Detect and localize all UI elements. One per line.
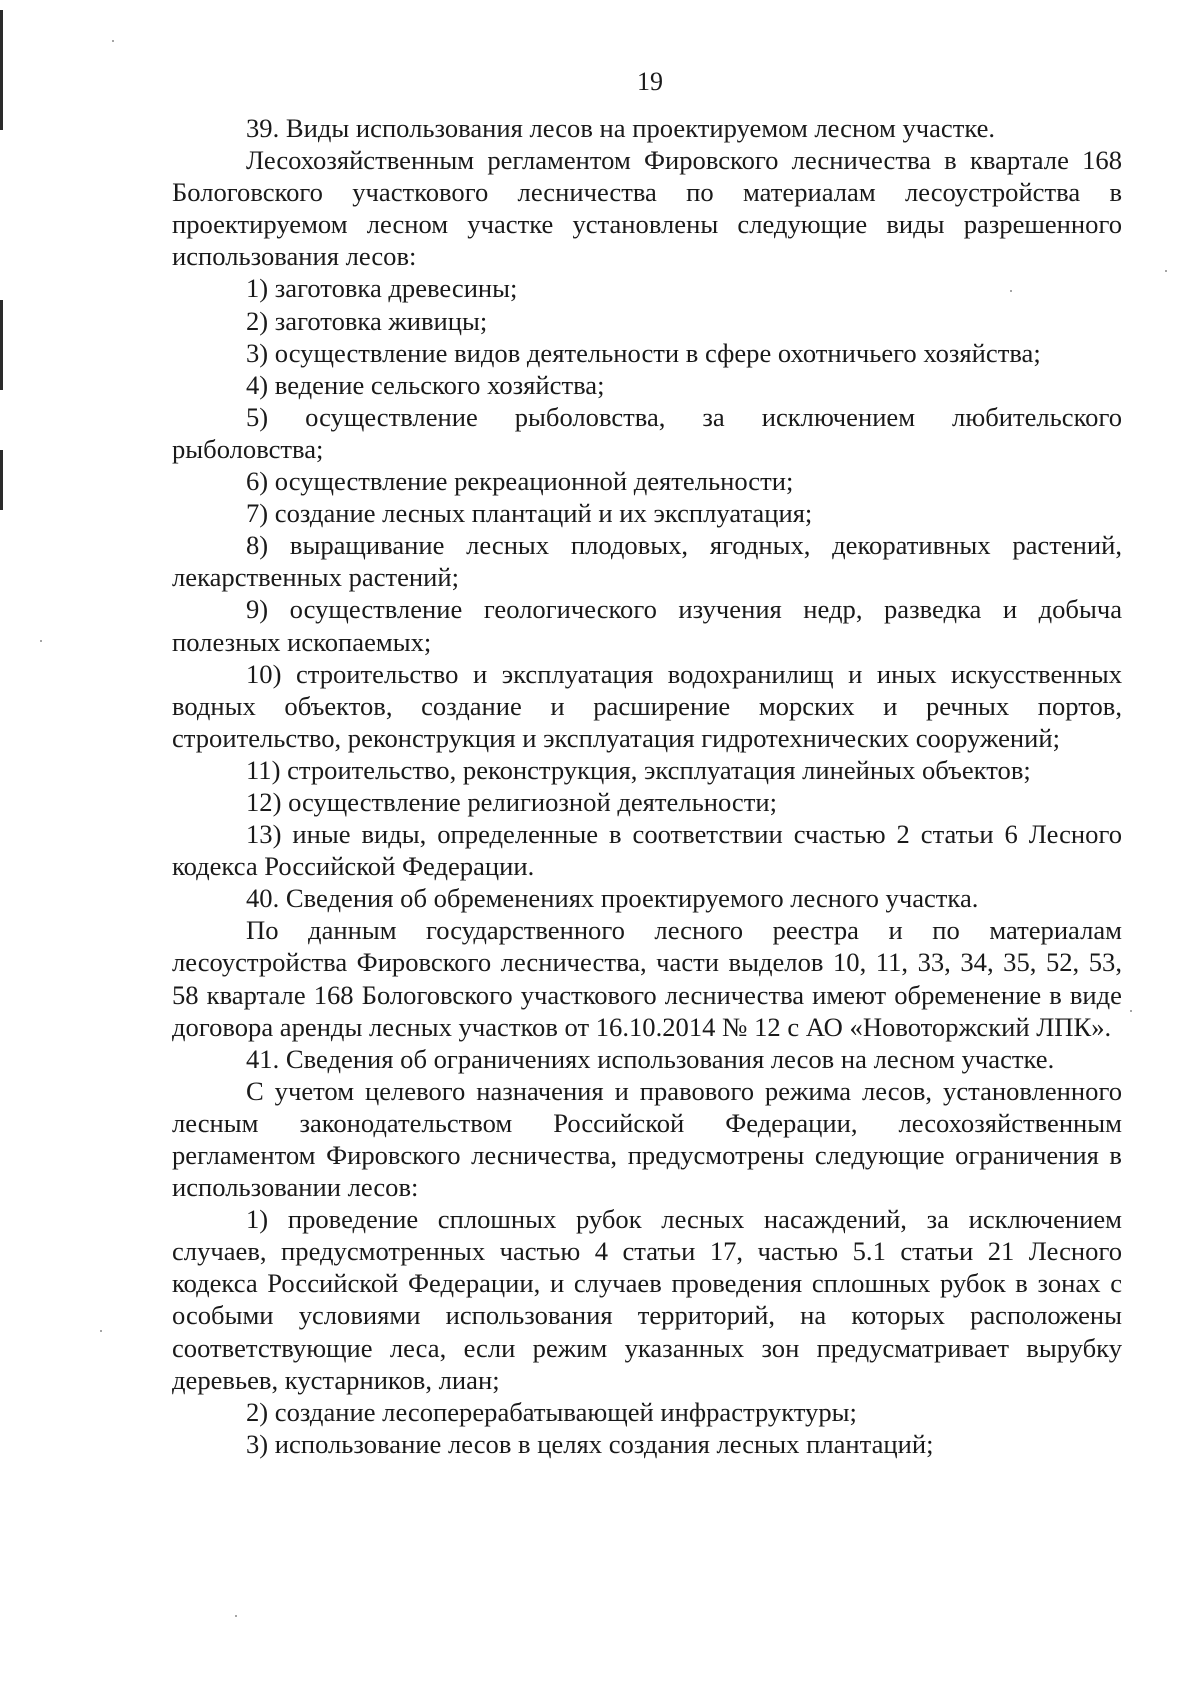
- page-number: 19: [637, 67, 663, 96]
- scan-speck: [1130, 1010, 1132, 1012]
- section-heading-39: 39. Виды использования лесов на проектируемом лесном участке.: [246, 113, 996, 143]
- scan-speck: [235, 1615, 237, 1617]
- restriction-item-2: 2) создание лесоперерабатывающей инфраструктуры;: [246, 1396, 857, 1427]
- restriction-item-1: 1) проведение сплошных рубок лесных насаждений, за исключением случаев, предусмотренных частью 4 статьи 17, частью 5.1 статьи 21 Лесного кодекса Российской Федерации, и случаев проведения сплошных рубок в зонах с особыми условиями использования территорий, на которых расположены соответствующие леса, если режим указанных зон предусматривает вырубку деревьев, кустарников, лиан;: [172, 1204, 1122, 1395]
- paragraph-encumbrances: По данным государственного лесного реестра и по материалам лесоустройства Фировского лесничества, части выделов 10, 11, 33, 34, 35, 52, 53, 58 квартале 168 Бологовского участкового лесничества имеют обременение в виде договора аренды лесных участков от 16.10.2014 № 12 с АО «Новоторжский ЛПК».: [172, 915, 1122, 1042]
- list-item-1: 1) заготовка древесины;: [246, 273, 518, 304]
- paragraph-regulation-intro: Лесохозяйственным регламентом Фировского лесничества в квартале 168 Бологовского участкового лесничества по материалам лесоустройства в проектируемом лесном участке установлены следующие виды разрешенного использования лесов:: [172, 145, 1122, 272]
- section-heading-41: 41. Сведения об ограничениях использования лесов на лесном участке.: [246, 1043, 1055, 1074]
- list-item-8: 8) выращивание лесных плодовых, ягодных, декоративных растений, лекарственных растений;: [172, 530, 1122, 593]
- list-item-10: 10) строительство и эксплуатация водохранилищ и иных искусственных водных объектов, создание и расширение морских и речных портов, строительство, реконструкция и эксплуатация гидротехнических сооружений;: [172, 658, 1122, 753]
- list-item-12: 12) осуществление религиозной деятельности;: [246, 786, 777, 817]
- list-item-13: 13) иные виды, определенные в соответствии счастью 2 статьи 6 Лесного кодекса Российской Федерации.: [172, 819, 1122, 882]
- list-item-6: 6) осуществление рекреационной деятельности;: [246, 466, 794, 497]
- scan-speck: [100, 1330, 102, 1332]
- scan-speck: [1165, 270, 1167, 272]
- section-heading-40: 40. Сведения об обременениях проектируемого лесного участка.: [246, 883, 979, 914]
- scan-edge-mark: [0, 450, 3, 510]
- scan-speck: [40, 640, 42, 642]
- list-item-3: 3) осуществление видов деятельности в сфере охотничьего хозяйства;: [246, 337, 1041, 368]
- list-item-11: 11) строительство, реконструкция, эксплуатация линейных объектов;: [246, 754, 1031, 785]
- list-item-9: 9) осуществление геологического изучения недр, разведка и добыча полезных ископаемых;: [172, 594, 1122, 657]
- list-item-4: 4) ведение сельского хозяйства;: [246, 369, 605, 400]
- restriction-item-3: 3) использование лесов в целях создания лесных плантаций;: [246, 1428, 934, 1459]
- scan-speck: [112, 40, 114, 42]
- scan-edge-mark: [0, 300, 3, 390]
- list-item-5: 5) осуществление рыболовства, за исключением любительского рыболовства;: [172, 401, 1122, 464]
- list-item-7: 7) создание лесных плантаций и их эксплуатация;: [246, 498, 813, 529]
- document-body: [172, 112, 1122, 1460]
- paragraph-restrictions-intro: С учетом целевого назначения и правового режима лесов, установленного лесным законодательством Российской Федерации, лесохозяйственным регламентом Фировского лесничества, предусмотрены следующие ограничения в использовании лесов:: [172, 1075, 1122, 1203]
- list-item-2: 2) заготовка живицы;: [246, 305, 488, 336]
